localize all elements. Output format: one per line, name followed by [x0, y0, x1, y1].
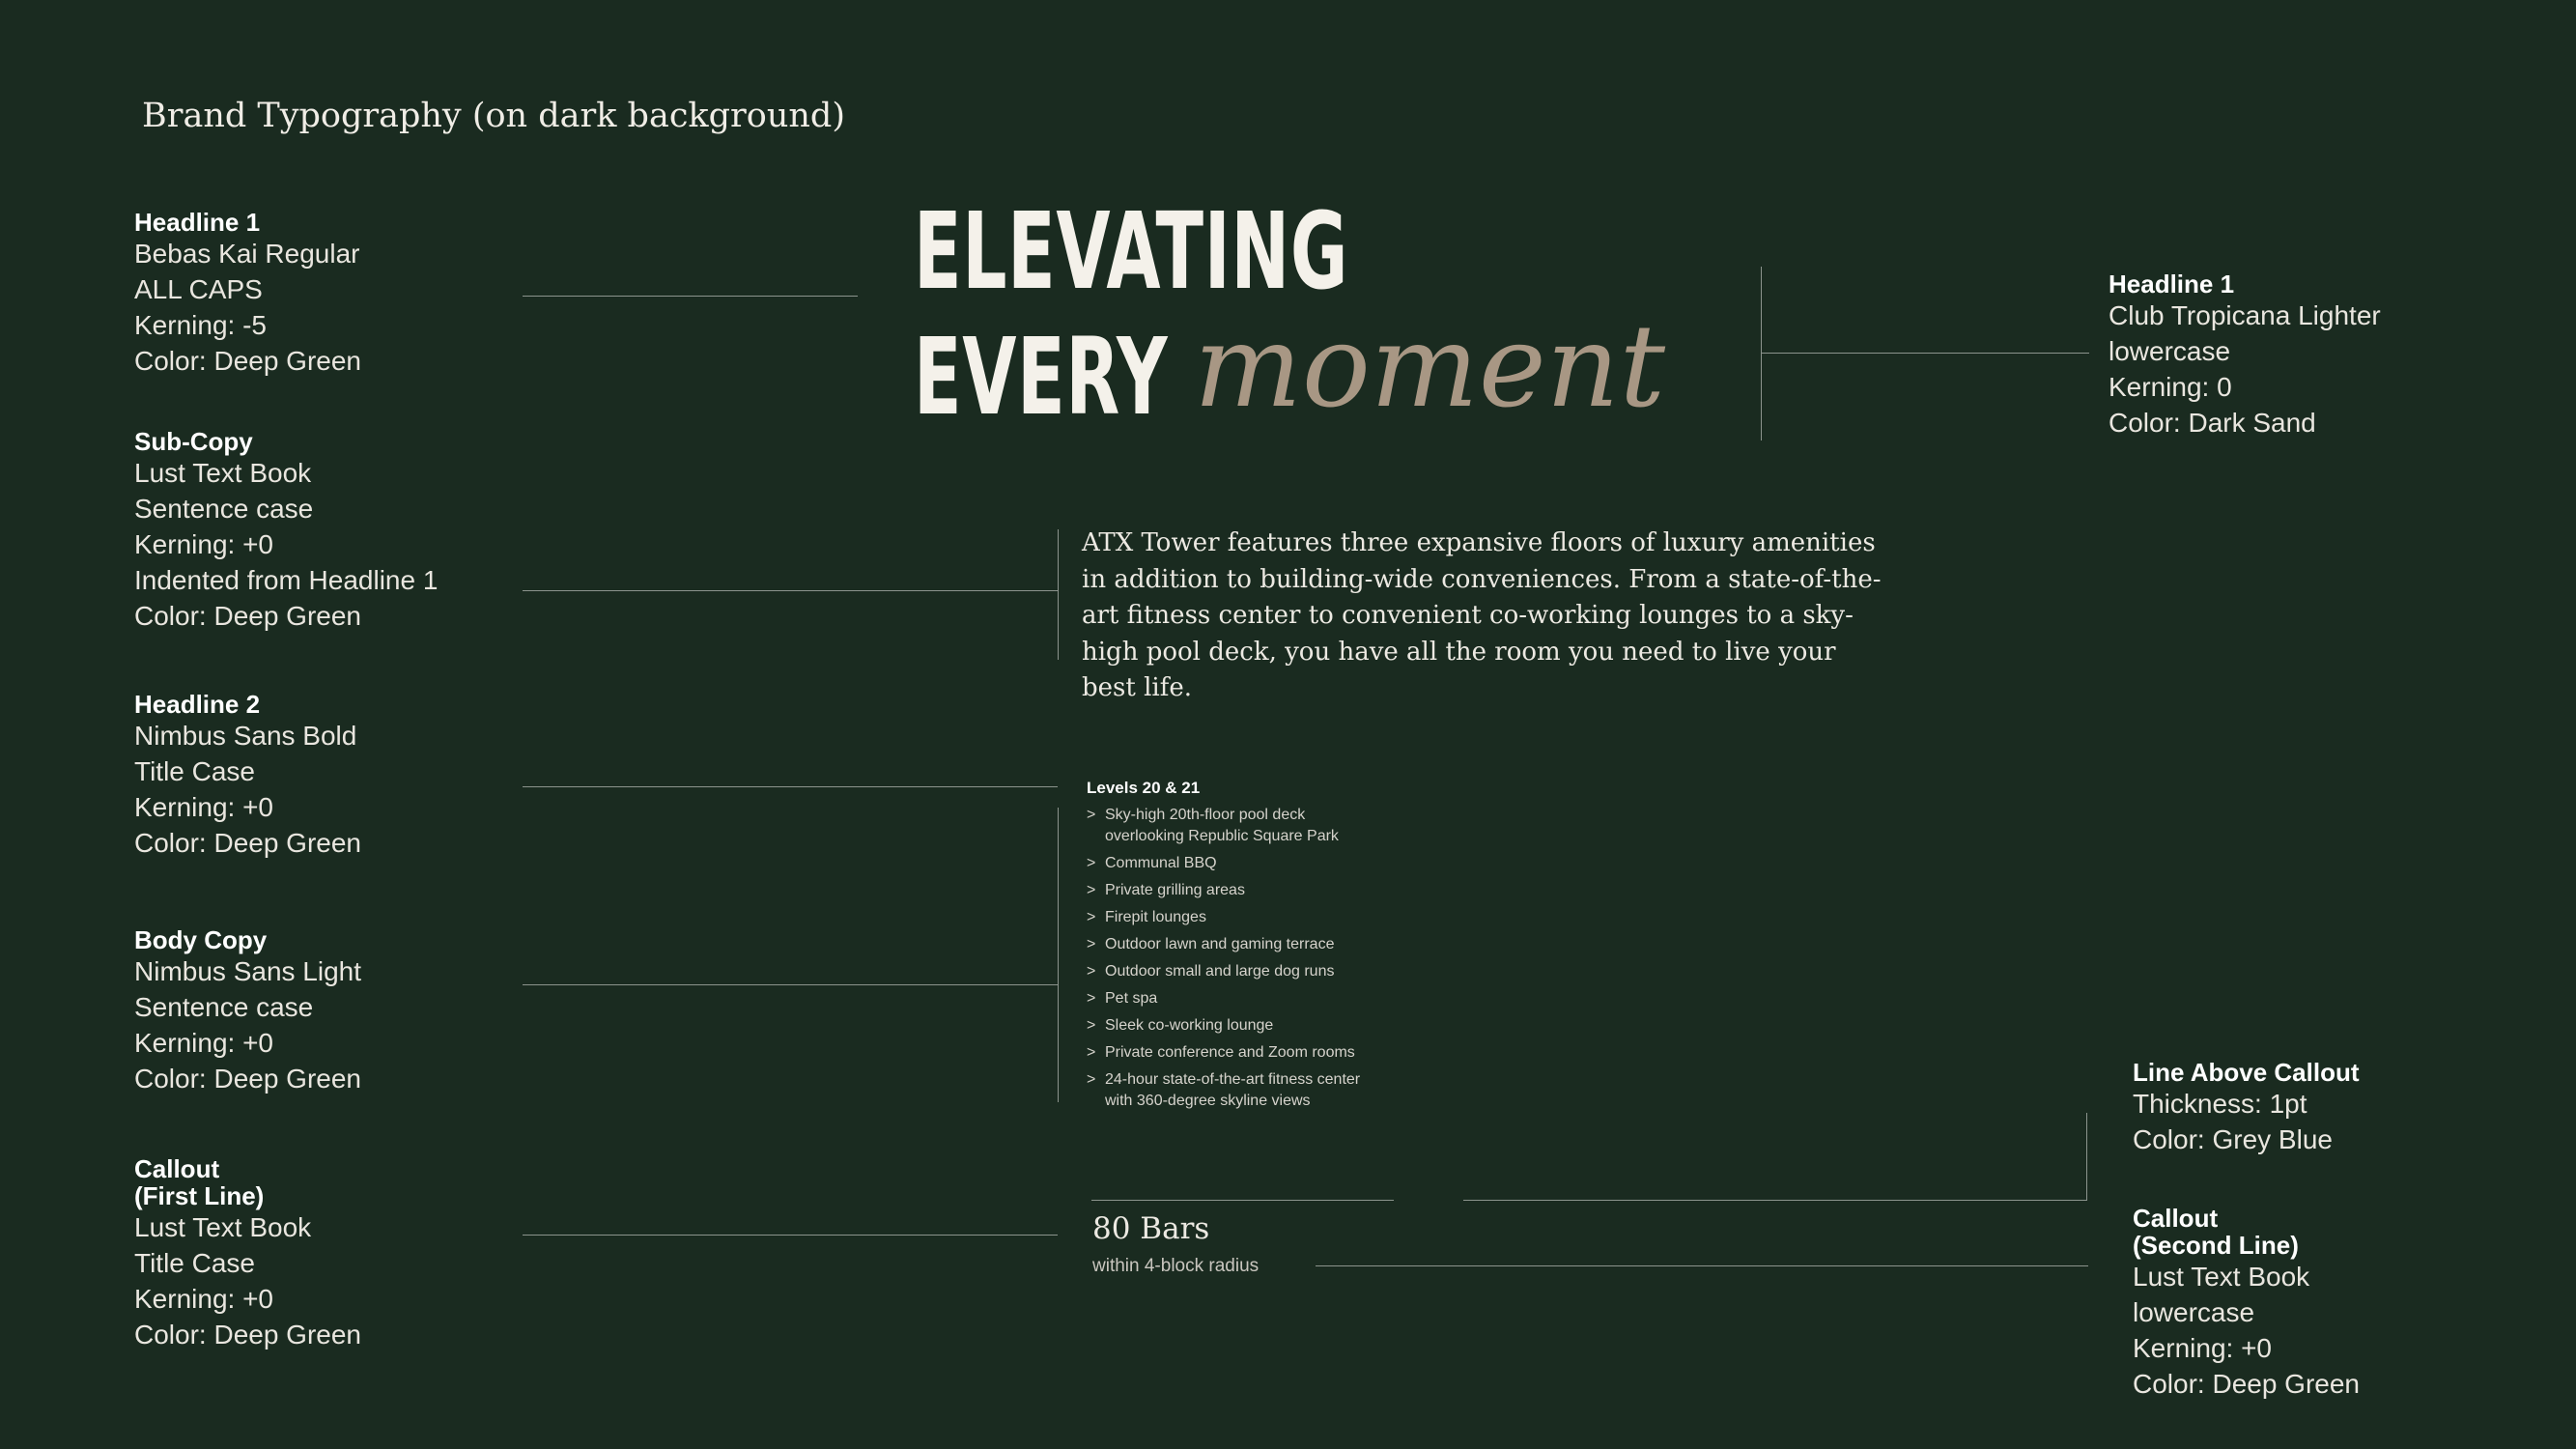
connector-line — [523, 296, 858, 297]
spec-headline-1-script — [2109, 270, 2514, 440]
spec-line: Kerning: +0 — [134, 529, 273, 559]
connector-line — [523, 984, 1058, 985]
spec-callout-second-line — [2133, 1205, 2538, 1402]
spec-line: Bebas Kai Regular — [134, 239, 360, 269]
callout-second-line: within 4-block radius — [1092, 1256, 1260, 1276]
spec-line: Kerning: -5 — [134, 310, 267, 340]
list-item-text: Private grilling areas — [1105, 882, 1245, 898]
spec-heading: Headline 1 — [134, 208, 261, 237]
list-item — [1087, 961, 1434, 982]
list-item-text: Outdoor small and large dog runs — [1105, 963, 1335, 980]
spec-line: Kerning: +0 — [134, 1028, 273, 1058]
spec-line: Thickness: 1pt — [2133, 1089, 2307, 1119]
spec-line: Color: Dark Sand — [2109, 408, 2316, 438]
list-item-text: 24-hour state-of-the-art fitness center with 360-degree skyline views — [1105, 1071, 1361, 1109]
list-item — [1087, 880, 1434, 901]
spec-line: Title Case — [134, 1248, 256, 1278]
spec-heading: Headline 1 — [2109, 270, 2235, 298]
spec-line: Kerning: +0 — [134, 1284, 273, 1314]
spec-line: Color: Deep Green — [134, 828, 362, 858]
list-item — [1087, 988, 1434, 1009]
spec-line: Color: Deep Green — [134, 346, 362, 376]
bullet-marker: > — [1087, 936, 1096, 952]
connector-line — [2086, 1113, 2087, 1201]
spec-line: Color: Deep Green — [2133, 1369, 2361, 1399]
bullet-marker: > — [1087, 807, 1096, 823]
spec-line: Color: Deep Green — [134, 601, 362, 631]
spec-heading: Body Copy — [134, 925, 268, 954]
spec-line: Lust Text Book — [134, 1212, 312, 1242]
spec-line: Title Case — [134, 756, 256, 786]
connector-line — [1463, 1200, 2086, 1201]
bullet-marker: > — [1087, 855, 1096, 871]
spec-headline-2 — [134, 691, 540, 861]
spec-headline-1 — [134, 209, 540, 379]
spec-line: Sentence case — [134, 992, 314, 1022]
connector-line — [1761, 353, 2089, 354]
spec-line: lowercase — [2109, 336, 2231, 366]
spec-line: Kerning: 0 — [2109, 372, 2232, 402]
spec-line: Color: Deep Green — [134, 1064, 362, 1094]
spec-heading: Sub-Copy — [134, 427, 253, 456]
spec-heading: Line Above Callout — [2133, 1058, 2360, 1087]
list-item — [1087, 1069, 1434, 1112]
hero-bracket-line — [1761, 267, 1762, 440]
spec-line: Sentence case — [134, 494, 314, 524]
list-item-text: Pet spa — [1105, 990, 1158, 1007]
spec-line: ALL CAPS — [134, 274, 263, 304]
connector-line — [523, 590, 1058, 591]
amenities-list — [1087, 805, 1434, 1118]
spec-heading: Callout (Second Line) — [2133, 1204, 2299, 1260]
bullet-marker: > — [1087, 963, 1096, 980]
list-item — [1087, 934, 1434, 955]
bullet-marker: > — [1087, 1017, 1096, 1034]
spec-line: Color: Deep Green — [134, 1320, 362, 1350]
hero-script-word: moment — [1194, 299, 1666, 433]
spec-line-above-callout — [2133, 1059, 2538, 1157]
callout-rule-line — [1091, 1200, 1394, 1201]
spec-line: Nimbus Sans Light — [134, 956, 362, 986]
spec-line: Indented from Headline 1 — [134, 565, 439, 595]
connector-line — [523, 786, 1058, 787]
spec-line: Color: Grey Blue — [2133, 1124, 2333, 1154]
sub-copy-paragraph: ATX Tower features three expansive floors of luxury amenities in addition to building-wide conveniences. From a state-of-the-art fitness center to convenient co-working lounges to a sky-high pool deck, you have all the room you need to live your best life. — [1082, 528, 1882, 702]
levels-heading: Levels 20 & 21 — [1087, 779, 1201, 797]
hero-line-1: ELEVATING — [914, 189, 1349, 313]
spec-line: Lust Text Book — [134, 458, 312, 488]
list-item — [1087, 805, 1434, 847]
spec-callout-first-line — [134, 1155, 540, 1352]
spec-heading: Callout (First Line) — [134, 1154, 265, 1210]
callout-first-line: 80 Bars — [1092, 1211, 1210, 1246]
bullet-marker: > — [1087, 1071, 1096, 1088]
list-item-text: Firepit lounges — [1105, 909, 1206, 925]
list-item — [1087, 907, 1434, 928]
list-item-text: Private conference and Zoom rooms — [1105, 1044, 1355, 1061]
amenities-bracket-line — [1058, 808, 1059, 1102]
spec-line: Nimbus Sans Bold — [134, 721, 357, 751]
spec-line: Kerning: +0 — [134, 792, 273, 822]
list-item-text: Sleek co-working lounge — [1105, 1017, 1274, 1034]
bullet-marker: > — [1087, 990, 1096, 1007]
spec-heading: Headline 2 — [134, 690, 261, 719]
list-item-text: Outdoor lawn and gaming terrace — [1105, 936, 1335, 952]
bullet-marker: > — [1087, 909, 1096, 925]
list-item — [1087, 853, 1434, 874]
spec-line: Lust Text Book — [2133, 1262, 2310, 1292]
hero-line-2: EVERY — [914, 315, 1169, 439]
spec-line: Kerning: +0 — [2133, 1333, 2272, 1363]
list-item-text: Communal BBQ — [1105, 855, 1217, 871]
spec-sub-copy — [134, 428, 540, 634]
spec-line: Club Tropicana Lighter — [2109, 300, 2381, 330]
spec-line: lowercase — [2133, 1297, 2255, 1327]
list-item — [1087, 1015, 1434, 1037]
connector-line — [523, 1235, 1058, 1236]
connector-line — [1316, 1265, 2088, 1266]
page-title: Brand Typography (on dark background) — [142, 97, 845, 135]
spec-body-copy — [134, 926, 540, 1096]
bullet-marker: > — [1087, 1044, 1096, 1061]
list-item — [1087, 1042, 1434, 1064]
subcopy-bracket-line — [1058, 529, 1059, 660]
list-item-text: Sky-high 20th-floor pool deck overlooking Republic Square Park — [1105, 807, 1339, 844]
bullet-marker: > — [1087, 882, 1096, 898]
